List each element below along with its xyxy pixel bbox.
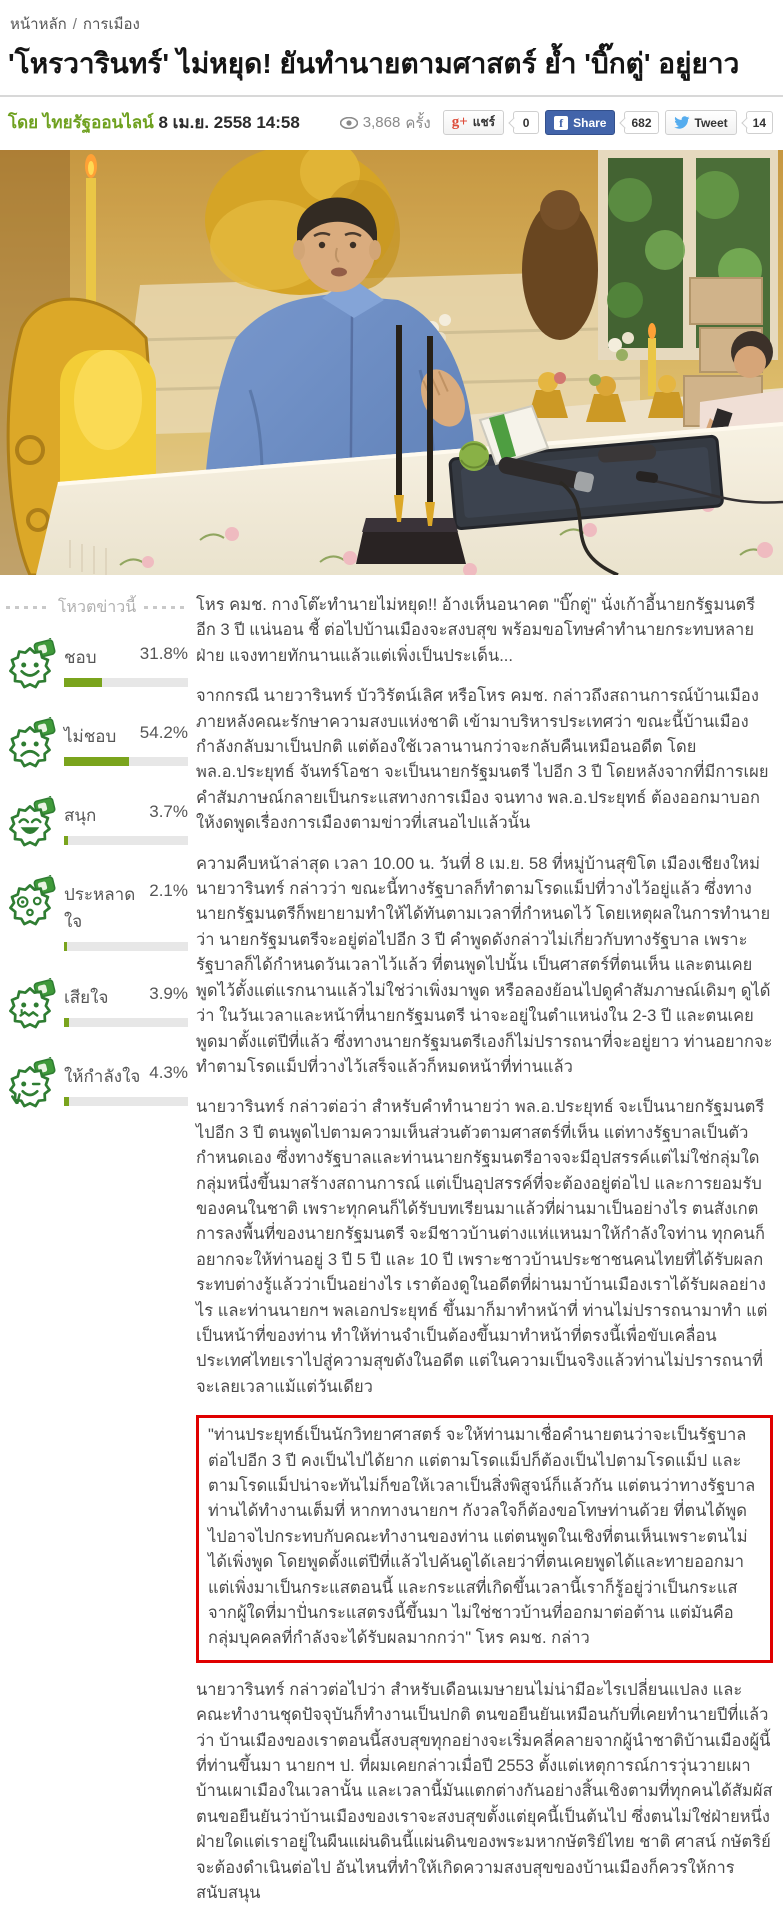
gplus-label: แชร์ [472, 115, 496, 129]
emotion-fun-icon[interactable] [6, 796, 56, 848]
article-lead: โหร คมช. กางโต๊ะทำนายไม่หยุด!! อ้างเห็นอนาคต "บิ๊กตู่" นั่งเก้าอี้นายกรัฐมนตรีอีก 3 ปี แน่นอน ชี้ ต่อไปบ้านเมืองจะสงบสุข พร้อมขอโทษคำทำนายกระทบหลายฝ่าย แจงทายทักนานแล้วแต่เพิ่งเป็นประเด็น... [196, 596, 756, 665]
vote-row-surprised[interactable] [6, 875, 188, 951]
article-closing-paragraph: นายวารินทร์ กล่าวต่อไปว่า สำหรับเดือนเมษายนไม่น่ามีอะไรเปลี่ยนแปลง และคณะทำงานชุดปัจจุบันก็ทำงานเป็นปกติ ตนขอยืนยันเหมือนกับที่เคยทำนายปีที่แล้ว ว่า บ้านเมืองของเราตอนนี้สงบสุขทุกอย่างจะเริ่มคลี่คลายจากผู้นำชาติบ้านเมืองผู้นี้ที่ท่านขึ้นมา นายกฯ ป. ที่ผมเคยกล่าวเมื่อปี 2553 ตั้งแต่เหตุการณ์การวุ่นวายเผาบ้านเผาเมืองในเวลานั้น และเวลานี้มันแตกต่างกันอย่างสิ้นเชิงตามที่ทุกคนได้สัมผัส ตนขอยืนยันว่าบ้านเมืองของเราจะสงบสุขตั้งแต่ยุคนี้เป็นต้นไป ซึ่งตนไม่ใช่ฝ่ายหนึ่งฝ่ายใดแต่เราอยู่ในผืนแผ่นดินนี้แผ่นดินของพระมหากษัตริย์ไทย ชาติ ศาสน์ กษัตริย์ จะต้องดำเนินต่อไป อันไหนที่ทำให้เกิดความสงบสุขของบ้านเมืองก็ควรให้การสนับสนุน [196, 1680, 773, 1903]
vote-percent: 3.7% [149, 802, 188, 821]
tweet-label: Tweet [694, 115, 728, 130]
article-photo [0, 150, 783, 575]
vote-bar-track [64, 836, 188, 845]
byline-author: ไทยรัฐออนไลน์ [42, 113, 154, 132]
view-count: 3,868 [362, 114, 401, 131]
vote-percent: 3.9% [149, 984, 188, 1003]
vote-label: สนุก [64, 806, 97, 825]
breadcrumb-separator: / [72, 16, 77, 33]
vote-percent: 4.3% [149, 1063, 188, 1082]
eye-icon [340, 117, 358, 129]
vote-row-dislike[interactable] [6, 717, 188, 769]
content-area [0, 575, 783, 1922]
vote-label: ประหลาดใจ [64, 885, 136, 931]
dash-right [144, 606, 188, 609]
twitter-bird-icon [674, 116, 690, 129]
emotion-encourage-icon[interactable] [6, 1057, 56, 1109]
vote-row-sad[interactable] [6, 978, 188, 1030]
social-bar [340, 110, 773, 135]
vote-title-text: โหวตข่าวนี้ [57, 599, 137, 616]
vote-label: ชอบ [64, 648, 97, 667]
quote-text: "ท่านประยุทธ์เป็นนักวิทยาศาสตร์ จะให้ท่านมาเชื่อคำนายตนว่าจะเป็นรัฐบาลต่อไปอีก 3 ปี คงเป็นไปได้ยาก แต่ตามโรดแม็ปก็ต้องเป็นไปตามโรดแม็ป และตามโรดแม็ปน่าจะทันไม่ก็ขอให้เวลาเป็นสิ่งพิสูจน์ก็แล้วกัน แต่ตนว่าทางรัฐบาลท่านได้ทำงานเต็มที่ หากทางนายกฯ กังวลใจก็ต้องขอโทษท่านด้วย ที่ตนได้พูดไปอาจไปกระทบกับคณะทำงานของท่าน แต่ตนพูดในเชิงที่ตนเห็นเพราะตนไม่ได้เพิ่งพูด โดยพูดตั้งแต่ปีที่แล้วไปค้นดูได้เลยว่าที่ตนเคยพูดได้และทายออกมา แต่เพิ่งมาเป็นกระแสตอนนี้ และกระแสที่เกิดขึ้นเวลานี้เราก็รู้อยู่ว่าเป็นกระแสจากผู้ใดที่มาปั่นกระแสตรงนี้ขึ้นมา ไม่ใช่ชาวบ้านที่ออกมาต่อต้าน แต่มันคือกลุ่มบุคคลที่กำลังจะได้รับผลมากกว่า" โหร คมช. กล่าว [208, 1426, 756, 1648]
gplus-icon: g+ [451, 114, 468, 130]
tweet-count-badge: 14 [746, 111, 773, 134]
vote-bar-track [64, 942, 188, 951]
breadcrumb [0, 0, 783, 36]
vote-label: ไม่ชอบ [64, 727, 117, 746]
article-paragraph: ความคืบหน้าล่าสุด เวลา 10.00 น. วันที่ 8 เม.ย. 58 ที่หมู่บ้านสุขิโต เมืองเชียงใหม่ นายวารินทร์ กล่าวว่า ขณะนี้ทางรัฐบาลก็ทำตามโรดแม็ปที่วางไว้อยู่แล้ว ซึ่งทางนายกรัฐมนตรีก็พยายามทำให้ได้ทันตามเวลาที่กำหนดไว้ โดยเหตุผลในการทำนายว่า นายกรัฐมนตรีจะอยู่ต่อไปอีก 3 ปี คำพูดดังกล่าวไม่เกี่ยวกับทางรัฐบาล เพราะรัฐบาลก็ได้กำหนดวันเวลาไว้แล้ว ที่ตนพูดไปนั้น เป็นศาสตร์ที่ตนเห็น และตนเคยพูดไว้ตั้งแต่แรกนานแล้วไม่ใช่ว่าเพิ่งมาพูด หรือลองย้อนไปดูคำสัมภาษณ์เดิมๆ ดูได้ ว่า ในวันเวลาและหน้าที่นายกรัฐมนตรี น่าจะอยู่ในตำแหน่งใน 2-3 ปี และตนเคยพูดมาตั้งแต่ปีที่แล้ว ซึ่งทางนายกรัฐมนตรีเองก็ไม่ปรารถนาที่จะอยู่ยาว ท่านอยากจะทำตามโรดแม็ปที่วางไว้เสร็จแล้วก็หมดหน้าที่ท่านแล้ว [196, 854, 773, 1076]
vote-bar-fill [64, 678, 102, 687]
byline-by: โดย [8, 113, 39, 132]
tweet-button[interactable] [665, 110, 737, 135]
vote-bar-track [64, 1018, 188, 1027]
emotion-dislike-icon[interactable] [6, 717, 56, 769]
vote-bar-fill [64, 757, 129, 766]
page-title: 'โหรวารินทร์' ไม่หยุด! ยันทำนายตามศาสตร์ ย้ำ 'บิ๊กตู่' อยู่ยาว [8, 48, 740, 79]
byline [8, 109, 300, 136]
vote-label: ให้กำลังใจ [64, 1067, 141, 1086]
vote-percent: 54.2% [139, 723, 188, 742]
vote-percent: 2.1% [149, 881, 188, 900]
vote-panel-title [6, 595, 188, 620]
dash-left [6, 606, 50, 609]
vote-row-like[interactable] [6, 638, 188, 690]
gplus-count-badge: 0 [513, 111, 539, 134]
vote-label: เสียใจ [64, 988, 109, 1007]
facebook-count-badge: 682 [624, 111, 658, 134]
highlighted-quote-box [196, 1415, 773, 1663]
vote-bar-fill [64, 1097, 69, 1106]
byline-datetime: 8 เม.ย. 2558 14:58 [158, 113, 300, 132]
breadcrumb-home-link[interactable]: หน้าหลัก [10, 16, 67, 33]
facebook-label: Share [573, 115, 607, 130]
article-paragraph: จากกรณี นายวารินทร์ บัววิรัตน์เลิศ หรือโหร คมช. กล่าวถึงสถานการณ์บ้านเมือง ภายหลังคณะรักษาความสงบแห่งชาติ เข้ามาบริหารประเทศว่า ขณะนี้บ้านเมืองกำลังกลับมาเป็นปกติ แต่ต้องใช้เวลานานกว่าจะกลับคืนเหมือนอดีต โดย พล.อ.ประยุทธ์ จันทร์โอชา จะเป็นนายกรัฐมนตรี ไปอีก 3 ปี โดยหลังจากที่มีการเผยคำสัมภาษณ์กลายเป็นกระแสทางการเมือง จนทาง พล.อ.ประยุทธ์ ต้องออกมาบอกให้งดพูดเรื่องการเมืองตามข่าวที่เสนอไปแล้วนั้น [196, 687, 769, 833]
vote-row-encourage[interactable] [6, 1057, 188, 1109]
vote-bar-fill [64, 942, 67, 951]
facebook-share-button[interactable] [545, 110, 615, 135]
gplus-share-button[interactable] [443, 110, 504, 135]
article-body [192, 593, 783, 1922]
vote-panel [0, 593, 192, 1922]
facebook-icon: f [554, 116, 568, 130]
vote-percent: 31.8% [139, 644, 188, 663]
breadcrumb-section-link[interactable]: การเมือง [82, 16, 140, 33]
vote-bar-fill [64, 836, 68, 845]
view-counter [340, 111, 431, 135]
vote-row-fun[interactable] [6, 796, 188, 848]
emotion-like-icon[interactable] [6, 638, 56, 690]
vote-bar-track [64, 1097, 188, 1106]
byline-row [0, 97, 783, 150]
emotion-surprised-icon[interactable] [6, 875, 56, 927]
vote-bar-fill [64, 1018, 69, 1027]
vote-bar-track [64, 678, 188, 687]
view-unit: ครั้ง [405, 114, 431, 132]
article-paragraph: นายวารินทร์ กล่าวต่อว่า สำหรับคำทำนายว่า พล.อ.ประยุทธ์ จะเป็นนายกรัฐมนตรีไปอีก 3 ปี ตนพูดไปตามความเห็นส่วนตัวตามศาสตร์ที่เห็น แต่ทางรัฐบาลเป็นตัวกำหนดเอง ซึ่งทางรัฐบาลและท่านนายกรัฐมนตรีอาจจะมีอุปสรรค์แต่ไม่ใช่กลุ่มใดกลุ่มหนึ่งขึ้นมาสร้างสถานการณ์ แต่เป็นอุปสรรค์ที่จะต้องอยู่ต่อไป และการยอมรับของคนในชาติ เพราะทุกคนก็ได้รับบทเรียนมาแล้วที่ผ่านมาเป็นอย่างไร ตนสังเกตการลงพื้นที่ของนายกรัฐมนตรี จะมีชาวบ้านต่างแห่แหนมาให้กำลังใจท่าน ทุกคนก็อยากจะให้ท่านอยู่ 3 ปี 5 ปี และ 10 ปี เพราะชาวบ้านประชาชนคนไทยที่ได้รับผลกระทบต่างรู้แล้วว่าเป็นอย่างไร เราต้องดูในอดีตที่ผ่านมาบ้านเมืองเราได้รับผลอย่างไร และท่านนายกฯ พลเอกประยุทธ์ ขึ้นมาก็มาทำหน้าที่ ท่านไม่ปรารถนามาทำ แต่เป็นหน้าที่ของท่าน ทำให้ท่านจำเป็นต้องขึ้นมาทำหน้าที่ตรงนี้เพื่อขับเคลื่อนประเทศไทยเราไปสู่ความสุขดังในอดีต แต่ในความเป็นจริงแล้วท่านไม่ปรารถนาที่จะเลยเวลาแม้แต่วันเดียว [196, 1098, 768, 1396]
vote-bar-track [64, 757, 188, 766]
emotion-sad-icon[interactable] [6, 978, 56, 1030]
